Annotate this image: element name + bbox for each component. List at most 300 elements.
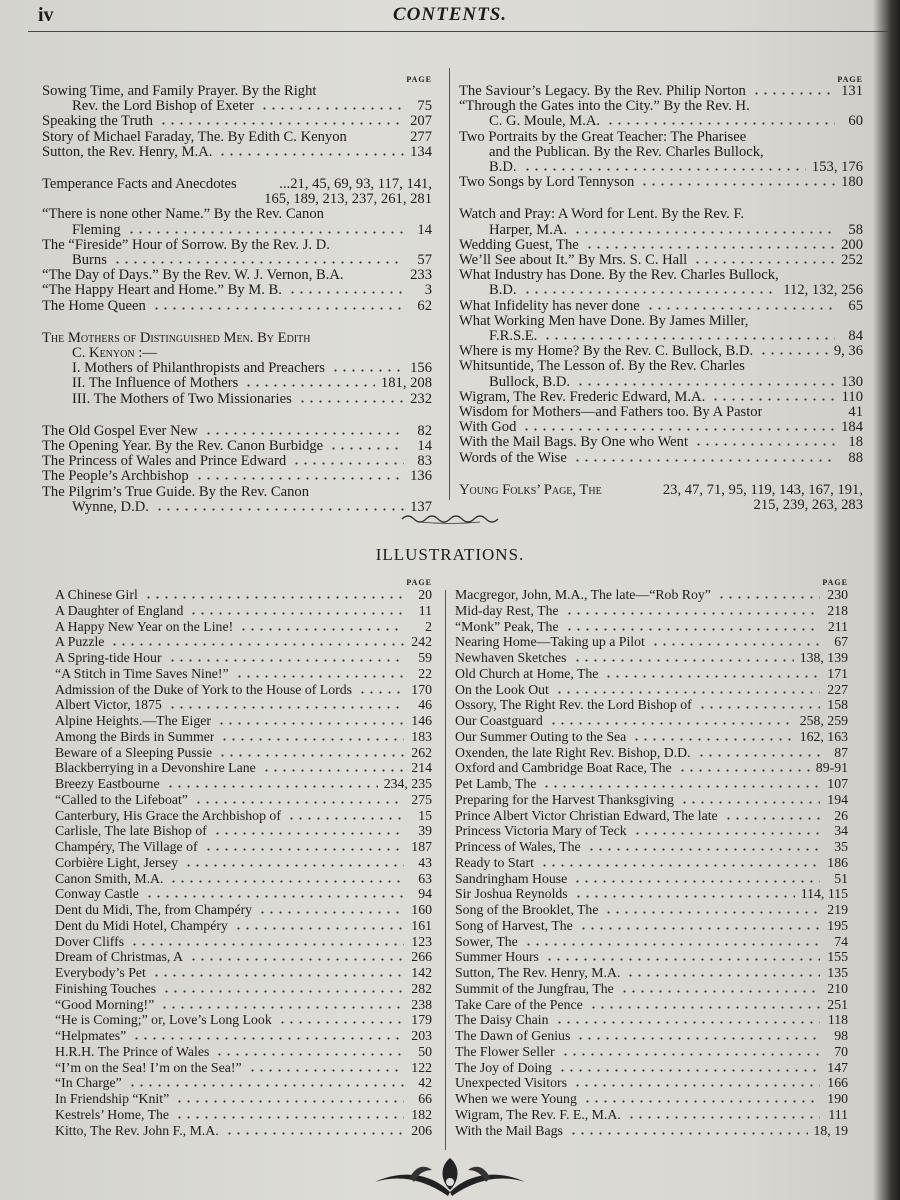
contents-entry bbox=[42, 268, 432, 283]
contents-entry bbox=[42, 130, 432, 145]
illustration-entry bbox=[55, 1060, 432, 1076]
illustration-title: Canon Smith, M.A. bbox=[55, 870, 164, 886]
page-number: 9, 36 bbox=[833, 343, 863, 360]
page-number: 18 bbox=[848, 434, 863, 451]
entry-title: Where is my Home? By the Rev. C. Bullock, B.D. bbox=[459, 344, 754, 360]
entry-line bbox=[459, 114, 863, 129]
page-number: 18, 19 bbox=[813, 1122, 848, 1138]
illustration-entry bbox=[455, 823, 848, 839]
page-number: 233 bbox=[410, 267, 432, 284]
illustration-entry bbox=[455, 729, 848, 745]
entry-line bbox=[42, 223, 432, 238]
illustration-entry bbox=[455, 634, 848, 650]
entry-line bbox=[42, 177, 432, 192]
page-number: 50 bbox=[418, 1043, 432, 1059]
dot-leader bbox=[331, 369, 404, 372]
illustration-entry bbox=[455, 1107, 848, 1123]
illustration-title: Take Care of the Pence bbox=[455, 996, 583, 1012]
page-number: 110 bbox=[841, 388, 863, 405]
page-number: 46 bbox=[418, 697, 432, 713]
dot-leader bbox=[545, 958, 820, 961]
dot-leader bbox=[152, 307, 404, 310]
illustration-entry bbox=[55, 1028, 432, 1044]
page-number: 123 bbox=[411, 933, 432, 949]
page-number: 26 bbox=[834, 807, 848, 823]
illustration-title: Macgregor, John, M.A., The late—“Rob Roy” bbox=[455, 587, 711, 602]
dot-leader bbox=[152, 974, 404, 977]
illustration-entry bbox=[55, 965, 432, 981]
page-number: 34 bbox=[834, 823, 848, 839]
illustration-entry bbox=[455, 792, 848, 808]
page-number: 98 bbox=[834, 1028, 848, 1043]
entry-line bbox=[459, 160, 863, 175]
illustration-entry bbox=[455, 1060, 848, 1076]
dot-leader bbox=[574, 895, 795, 898]
entry-title: “Through the Gates into the City.” By the Rev. H. bbox=[459, 99, 750, 115]
contents-entry bbox=[42, 469, 432, 484]
dot-leader bbox=[632, 738, 793, 741]
entry-line bbox=[42, 238, 432, 253]
entry-line bbox=[42, 114, 432, 129]
illustration-title: Everybody’s Pet bbox=[55, 965, 146, 980]
illustration-title: Song of Harvest, The bbox=[455, 917, 573, 933]
dot-leader bbox=[752, 92, 835, 95]
illustration-title: Preparing for the Harvest Thanksgiving bbox=[455, 791, 674, 807]
illustration-title: In Friendship “Knit” bbox=[55, 1091, 170, 1106]
dot-leader bbox=[540, 864, 820, 867]
page-number: 158 bbox=[827, 697, 848, 713]
illustration-title: With the Mail Bags bbox=[455, 1122, 563, 1138]
entry-line bbox=[459, 483, 863, 498]
entry-title: Burns bbox=[72, 253, 107, 269]
entry-title: Sowing Time, and Family Prayer. By the Right bbox=[42, 84, 317, 99]
contents-entry bbox=[42, 283, 432, 298]
illustration-title: Kestrels’ Home, The bbox=[55, 1106, 170, 1122]
dot-leader bbox=[583, 1100, 820, 1103]
illustration-entry bbox=[55, 650, 432, 666]
entry-line bbox=[459, 375, 863, 390]
entry-title: Wisdom for Mothers—and Fathers too. By A Pastor bbox=[459, 405, 763, 421]
illustration-title: Oxford and Cambridge Boat Race, The bbox=[455, 760, 672, 776]
page-number: 74 bbox=[834, 933, 848, 949]
illustration-entry bbox=[455, 808, 848, 824]
dot-leader bbox=[262, 769, 404, 772]
dot-leader bbox=[175, 1100, 404, 1103]
dot-leader bbox=[298, 400, 404, 403]
illustration-entry bbox=[455, 965, 848, 981]
illustration-entry bbox=[55, 1075, 432, 1091]
illustration-title: “Good Morning!” bbox=[55, 996, 155, 1012]
entry-title: What Infidelity has never done bbox=[459, 298, 640, 314]
entry-title: Young Folks’ Page, The bbox=[459, 482, 602, 498]
illustration-title: Old Church at Home, The bbox=[455, 665, 599, 681]
dot-leader bbox=[627, 1116, 820, 1119]
illustration-entry bbox=[55, 949, 432, 965]
illustration-title: Dent du Midi Hotel, Champéry bbox=[55, 917, 228, 933]
entry-title: The Opening Year. By the Rev. Canon Burbidge bbox=[42, 439, 324, 455]
page-number: 94 bbox=[418, 886, 432, 902]
entry-line bbox=[459, 314, 863, 329]
illustration-title: Prince Albert Victor Christian Edward, The late bbox=[455, 807, 718, 823]
illustration-entry bbox=[55, 603, 432, 619]
dot-leader bbox=[606, 122, 835, 125]
illustration-entry bbox=[55, 871, 432, 887]
illustration-entry bbox=[455, 1044, 848, 1060]
page-number: 251 bbox=[827, 996, 848, 1012]
illustration-title: Dover Cliffs bbox=[55, 933, 125, 949]
page-number: 138, 139 bbox=[799, 650, 848, 665]
illustration-title: When we were Young bbox=[455, 1091, 577, 1106]
page-number: 39 bbox=[418, 823, 432, 839]
entry-line bbox=[42, 376, 432, 391]
dot-leader bbox=[573, 459, 835, 462]
illustration-title: Alpine Heights.—The Eiger bbox=[55, 713, 211, 728]
entry-line bbox=[42, 331, 432, 346]
dot-leader bbox=[633, 832, 820, 835]
illustration-title: “In Charge” bbox=[55, 1075, 122, 1091]
illustration-title: Dream of Christmas, A bbox=[55, 949, 183, 965]
entry-title: With God bbox=[459, 420, 517, 436]
entry-line bbox=[42, 268, 432, 283]
page-number: 15 bbox=[418, 807, 432, 823]
entry-line bbox=[42, 253, 432, 268]
entry-title: Speaking the Truth bbox=[42, 114, 154, 130]
illustration-entry bbox=[55, 918, 432, 934]
entry-line bbox=[459, 435, 863, 450]
entry-title: C. Kenyon :— bbox=[72, 346, 157, 362]
contents-entry bbox=[459, 420, 863, 435]
page-number: 190 bbox=[827, 1091, 848, 1106]
page-number: 89-91 bbox=[815, 760, 848, 776]
entry-line bbox=[459, 390, 863, 405]
page-number: 165, 189, 213, 237, 261, 281 bbox=[264, 191, 432, 208]
entry-title: Whitsuntide, The Lesson of. By the Rev. Charles bbox=[459, 359, 745, 375]
page-number: 20 bbox=[418, 587, 432, 602]
dot-leader bbox=[620, 990, 820, 993]
entry-title: The Saviour’s Legacy. By the Rev. Philip Norton bbox=[459, 84, 746, 99]
entry-title: Wedding Guest, The bbox=[459, 237, 579, 253]
illustrations-left-column bbox=[55, 578, 432, 1138]
dot-leader bbox=[145, 895, 404, 898]
illustration-title: Ready to Start bbox=[455, 854, 534, 870]
entry-line bbox=[42, 485, 432, 500]
dot-leader bbox=[218, 153, 404, 156]
page-number: 181, 208 bbox=[380, 375, 432, 392]
illustration-entry bbox=[455, 997, 848, 1013]
illustration-title: Newhaven Sketches bbox=[455, 650, 567, 665]
page-number: 234, 235 bbox=[383, 776, 432, 791]
entry-line bbox=[42, 145, 432, 160]
entry-title: “The Happy Heart and Home.” By M. B. bbox=[42, 283, 282, 299]
page-number: 215, 239, 263, 283 bbox=[753, 497, 863, 514]
contents-entry bbox=[459, 390, 863, 405]
contents-entry bbox=[42, 207, 432, 237]
dot-leader bbox=[358, 691, 404, 694]
page-number: 179 bbox=[411, 1012, 432, 1028]
illustration-entry bbox=[55, 729, 432, 745]
dot-leader bbox=[204, 432, 404, 435]
dot-leader bbox=[694, 443, 835, 446]
dot-leader bbox=[130, 943, 404, 946]
entry-title: Two Songs by Lord Tennyson bbox=[459, 175, 635, 191]
illustration-title: “I’m on the Sea! I’m on the Sea!” bbox=[55, 1059, 242, 1075]
entry-title: Wigram, The Rev. Frederic Edward, M.A. bbox=[459, 389, 706, 405]
page-column-label: PAGE bbox=[406, 578, 432, 587]
page-number: 122 bbox=[411, 1059, 432, 1075]
illustration-title: Kitto, The Rev. John F., M.A. bbox=[55, 1122, 219, 1138]
page-number: 114, 115 bbox=[800, 886, 848, 902]
page-number: 136 bbox=[410, 468, 432, 485]
entry-line bbox=[459, 299, 863, 314]
contents-entry bbox=[459, 299, 863, 314]
contents-entry bbox=[42, 238, 432, 268]
illustration-entry bbox=[455, 650, 848, 666]
dot-leader bbox=[195, 477, 404, 480]
entry-title: Words of the Wise bbox=[459, 450, 567, 466]
page-number: 134 bbox=[410, 143, 432, 160]
contents-entry bbox=[42, 361, 432, 376]
contents-entry bbox=[42, 331, 432, 361]
page-number: 35 bbox=[834, 839, 848, 854]
illustration-entry bbox=[55, 745, 432, 761]
entry-title: The Home Queen bbox=[42, 298, 146, 314]
dot-leader bbox=[640, 183, 835, 186]
page-number: 153, 176 bbox=[811, 159, 863, 176]
dot-leader bbox=[555, 691, 820, 694]
dot-leader bbox=[113, 261, 404, 264]
dot-leader bbox=[543, 337, 835, 340]
illustration-title: A Puzzle bbox=[55, 634, 105, 650]
page-number: 230 bbox=[827, 587, 848, 602]
entry-line bbox=[42, 424, 432, 439]
dot-leader bbox=[698, 706, 820, 709]
contents-group bbox=[459, 207, 863, 465]
dot-leader bbox=[573, 880, 820, 883]
page-number: 59 bbox=[418, 650, 432, 665]
dot-leader bbox=[217, 722, 404, 725]
page-number: 258, 259 bbox=[799, 713, 848, 728]
page-folio: iv bbox=[38, 4, 54, 26]
illustration-title: Princess Victoria Mary of Teck bbox=[455, 823, 627, 839]
page-number: 60 bbox=[848, 113, 863, 130]
illustration-entry bbox=[55, 776, 432, 792]
illustration-title: Sutton, The Rev. Henry, M.A. bbox=[455, 965, 621, 980]
page-number: 112, 132, 256 bbox=[783, 282, 863, 299]
illustration-title: Our Summer Outing to the Sea bbox=[455, 728, 627, 744]
entry-line bbox=[42, 283, 432, 298]
dot-leader bbox=[168, 706, 404, 709]
dot-leader bbox=[523, 168, 806, 171]
dot-leader bbox=[542, 785, 820, 788]
illustration-entry bbox=[55, 808, 432, 824]
page-number: 207 bbox=[410, 113, 432, 130]
illustration-entry bbox=[55, 760, 432, 776]
page-number: 162, 163 bbox=[799, 728, 848, 744]
entry-title: With the Mail Bags. By One who Went bbox=[459, 435, 689, 451]
illustration-entry bbox=[55, 713, 432, 729]
dot-leader bbox=[604, 911, 820, 914]
page-number: 166 bbox=[827, 1075, 848, 1091]
contents-entry bbox=[459, 435, 863, 450]
entry-title: Watch and Pray: A Word for Lent. By the Rev. F. bbox=[459, 207, 745, 223]
illustration-entry bbox=[55, 997, 432, 1013]
page-number: 58 bbox=[848, 221, 863, 238]
dot-leader bbox=[604, 675, 820, 678]
illustration-title: H.R.H. The Prince of Wales bbox=[55, 1043, 210, 1059]
contents-entry bbox=[459, 207, 863, 237]
contents-right-column bbox=[459, 75, 863, 530]
illustration-entry bbox=[55, 1044, 432, 1060]
page-number: 43 bbox=[418, 854, 432, 870]
contents-entry bbox=[42, 424, 432, 439]
entry-title: I. Mothers of Philanthropists and Preachers bbox=[72, 361, 325, 377]
illustration-title: The Flower Seller bbox=[455, 1043, 555, 1059]
entry-line bbox=[459, 175, 863, 190]
entry-line bbox=[42, 192, 432, 207]
entry-line bbox=[459, 145, 863, 160]
illustration-title: The Joy of Doing bbox=[455, 1059, 552, 1075]
illustrations-right-column bbox=[455, 578, 848, 1138]
illustration-title: Conway Castle bbox=[55, 886, 139, 902]
page-number: 282 bbox=[411, 980, 432, 996]
contents-entry bbox=[459, 344, 863, 359]
contents-group bbox=[42, 84, 432, 160]
dot-leader bbox=[523, 291, 778, 294]
contents-entry bbox=[459, 314, 863, 344]
illustration-entry bbox=[55, 697, 432, 713]
dot-leader bbox=[555, 1021, 821, 1024]
page-number: 57 bbox=[417, 252, 432, 269]
illustration-entry bbox=[455, 619, 848, 635]
illustration-title: Summit of the Jungfrau, The bbox=[455, 980, 614, 996]
illustration-entry bbox=[455, 981, 848, 997]
contents-entry bbox=[459, 451, 863, 466]
contents-entry bbox=[42, 114, 432, 129]
illustration-entry bbox=[455, 1123, 848, 1139]
dot-leader bbox=[288, 291, 404, 294]
dot-leader bbox=[204, 848, 404, 851]
dot-leader bbox=[213, 832, 404, 835]
illustration-title: Among the Birds in Summer bbox=[55, 728, 215, 744]
page-number: 14 bbox=[417, 438, 432, 455]
page-number: 214 bbox=[411, 760, 432, 776]
page-number: 107 bbox=[827, 776, 848, 791]
contents-entry bbox=[42, 299, 432, 314]
illustration-title: “A Stitch in Time Saves Nine!” bbox=[55, 665, 229, 681]
illustration-entry bbox=[455, 666, 848, 682]
contents-entry bbox=[459, 405, 863, 420]
dot-leader bbox=[258, 911, 404, 914]
dot-leader bbox=[155, 508, 404, 511]
page-column-label: PAGE bbox=[822, 578, 848, 587]
illustration-entry bbox=[455, 776, 848, 792]
entry-title: Wynne, D.D. bbox=[72, 499, 149, 515]
illustration-entry bbox=[455, 760, 848, 776]
entry-title: “There is none other Name.” By the Rev. Canon bbox=[42, 207, 324, 223]
entry-line bbox=[459, 253, 863, 268]
page-number: 147 bbox=[827, 1059, 848, 1075]
entry-line bbox=[459, 207, 863, 222]
illustration-entry bbox=[455, 587, 848, 603]
dot-leader bbox=[549, 722, 794, 725]
entry-line bbox=[42, 500, 432, 515]
illustration-entry bbox=[455, 745, 848, 761]
illustration-title: Unexpected Visitors bbox=[455, 1075, 567, 1091]
illustration-title: The Daisy Chain bbox=[455, 1012, 549, 1028]
dot-leader bbox=[169, 880, 404, 883]
page-number: 42 bbox=[418, 1075, 432, 1091]
illustration-title: Champéry, The Village of bbox=[55, 839, 198, 854]
dot-leader bbox=[194, 801, 404, 804]
page-number: 66 bbox=[418, 1091, 432, 1106]
page-number: 180 bbox=[841, 174, 863, 191]
illustration-entry bbox=[55, 619, 432, 635]
page-column-label: PAGE bbox=[406, 75, 432, 84]
page-number: 87 bbox=[834, 744, 848, 760]
entry-title: Fleming bbox=[72, 222, 121, 238]
illustration-title: Pet Lamb, The bbox=[455, 776, 537, 791]
contents-entry bbox=[459, 253, 863, 268]
dot-leader bbox=[561, 1053, 820, 1056]
entry-line bbox=[42, 346, 432, 361]
dot-leader bbox=[162, 990, 404, 993]
entry-line bbox=[459, 223, 863, 238]
page-number: 184 bbox=[841, 419, 863, 436]
entry-title: What Working Men have Done. By James Miller, bbox=[459, 313, 749, 329]
illustration-title: Sower, The bbox=[455, 933, 518, 949]
illustration-title: A Happy New Year on the Line! bbox=[55, 618, 234, 634]
header-rule bbox=[28, 31, 890, 32]
page-number: 262 bbox=[411, 744, 432, 760]
page-number: 219 bbox=[827, 902, 848, 917]
contents-entry bbox=[459, 238, 863, 253]
illustration-entry bbox=[455, 855, 848, 871]
contents-entry bbox=[42, 454, 432, 469]
illustration-title: The Dawn of Genius bbox=[455, 1028, 571, 1043]
illustration-entry bbox=[55, 634, 432, 650]
contents-entry bbox=[459, 175, 863, 190]
entry-line bbox=[459, 405, 863, 420]
dot-leader bbox=[184, 864, 404, 867]
entry-title: II. The Influence of Mothers bbox=[72, 376, 239, 392]
page-number: 160 bbox=[411, 902, 432, 917]
entry-title: The Pilgrim’s True Guide. By the Rev. Canon bbox=[42, 484, 310, 500]
entry-title: Temperance Facts and Anecdotes bbox=[42, 177, 237, 193]
illustration-entry bbox=[455, 839, 848, 855]
page-number: 22 bbox=[418, 665, 432, 681]
entry-line bbox=[459, 238, 863, 253]
contents-entry bbox=[459, 483, 863, 513]
page-number: 232 bbox=[410, 390, 432, 407]
page-number: 82 bbox=[417, 422, 432, 439]
page-number: 88 bbox=[848, 449, 863, 466]
entry-line bbox=[459, 130, 863, 145]
illustration-title: Ossory, The Right Rev. the Lord Bishop of bbox=[455, 697, 692, 713]
entry-title: B.D. bbox=[489, 160, 517, 176]
entry-line bbox=[42, 207, 432, 222]
illustration-title: Corbière Light, Jersey bbox=[55, 854, 178, 870]
entry-title: Story of Michael Faraday, The. By Edith C. Kenyon bbox=[42, 129, 347, 145]
illustration-entry bbox=[55, 855, 432, 871]
entry-title: B.D. bbox=[489, 283, 517, 299]
illustration-entry bbox=[55, 934, 432, 950]
dot-leader bbox=[260, 107, 404, 110]
dot-leader bbox=[724, 817, 820, 820]
page-number: 63 bbox=[418, 870, 432, 886]
entry-title: Rev. the Lord Bishop of Exeter bbox=[72, 99, 255, 115]
dot-leader bbox=[569, 1132, 808, 1135]
page-number: 187 bbox=[411, 839, 432, 854]
